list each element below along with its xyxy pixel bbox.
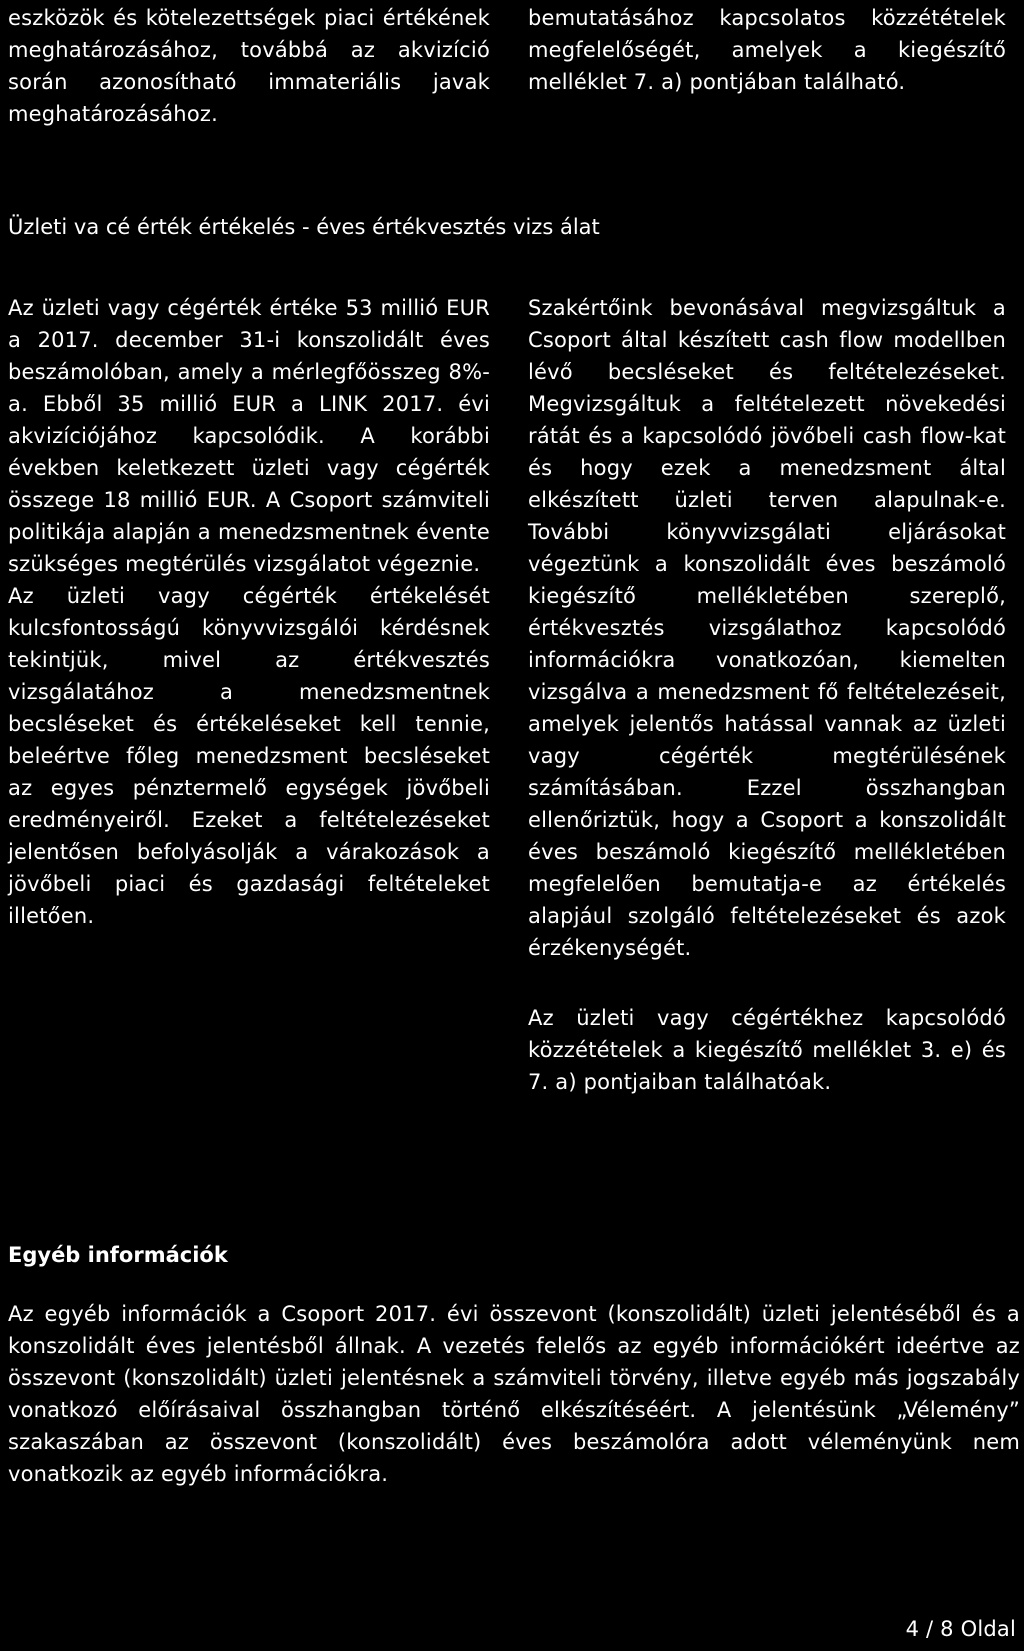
- other-info-paragraph: Az egyéb információk a Csoport 2017. évi összevont (konszolidált) üzleti jelentéséből és a konszolidált éves jelentésből állnak. A vezetés felelős az egyéb információkért ideértve az összevont (konszolidált) üzleti jelentésnek a számviteli törvény, illetve egyéb más jogszabály vonatkozó előírásaival összhangban történő elkészítéséért. A jelentésünk „Vélemény” szakaszában az összevont (konszolidált) éves beszámolóra adott véleményünk nem vonatkozik az egyéb információkra.: [8, 1302, 1020, 1486]
- goodwill-right-column: [528, 292, 1006, 1098]
- top-left-column: [8, 2, 490, 130]
- top-right-column: [528, 2, 1006, 98]
- other-info-heading: Egyéb információk: [8, 1243, 228, 1267]
- goodwill-section-heading: Üzleti va cé érték értékelés - éves értékvesztés vizs álat: [8, 215, 600, 239]
- goodwill-right-paragraph-1: Szakértőink bevonásával megvizsgáltuk a Csoport által készített cash flow modellben lévő becsléseket és feltételezéseket. Megvizsgáltuk a feltételezett növekedési rátát és a kapcsolódó jövőbeli cash flow-kat és hogy ezek a menedzsment által elkészített üzleti terven alapulnak-e. További könyvvizsgálati eljárásokat végeztünk a konszolidált éves beszámoló kiegészítő mellékletében szereplő, értékvesztés vizsgálathoz kapcsolódó információkra vonatkozóan, kiemelten vizsgálva a menedzsment fő feltételezéseit, amelyek jelentős hatással vannak az üzleti vagy cégérték megtérülésének számításában. Ezzel összhangban ellenőriztük, hogy a Csoport a konszolidált éves beszámoló kiegészítő mellékletében megfelelően bemutatja-e az értékelés alapjául szolgáló feltételezéseket és azok érzékenységét.: [528, 296, 1006, 960]
- goodwill-left-column: [8, 292, 490, 932]
- goodwill-section-heading-wrap: [8, 212, 1020, 242]
- top-right-paragraph: bemutatásához kapcsolatos közzétételek megfelelőségét, amelyek a kiegészítő melléklet 7. a) pontjában található.: [528, 6, 1006, 94]
- goodwill-right-paragraph-2: Az üzleti vagy cégértékhez kapcsolódó közzétételek a kiegészítő melléklet 3. e) és 7. a) pontjaiban találhatóak.: [528, 1006, 1006, 1094]
- top-left-paragraph: eszközök és kötelezettségek piaci értékének meghatározásához, továbbá az akvizíció során azonosítható immateriális javak meghatározásához.: [8, 6, 490, 126]
- page-footer: [906, 1613, 1016, 1645]
- other-info-heading-wrap: [8, 1240, 1020, 1270]
- goodwill-left-paragraph-1: Az üzleti vagy cégérték értéke 53 millió EUR a 2017. december 31-i konszolidált éves beszámolóban, amely a mérlegfőösszeg 8%-a. Ebből 35 millió EUR a LINK 2017. évi akvizíciójához kapcsolódik. A korábbi években keletkezett üzleti vagy cégérték összege 18 millió EUR. A Csoport számviteli politikája alapján a menedzsmentnek évente szükséges megtérülés vizsgálatot végeznie.: [8, 296, 490, 576]
- goodwill-left-paragraph-2: Az üzleti vagy cégérték értékelését kulcsfontosságú könyvvizsgálói kérdésnek tekintjük, mivel az értékvesztés vizsgálatához a menedzsmentnek becsléseket és értékeléseket kell tennie, beleértve főleg menedzsment becsléseket az egyes pénztermelő egységek jövőbeli eredményeiről. Ezeket a feltételezéseket jelentősen befolyásolják a várakozások a jövőbeli piaci és gazdasági feltételeket illetően.: [8, 584, 490, 928]
- other-info-body: [8, 1298, 1020, 1490]
- page-number: 4 / 8 Oldal: [905, 1617, 1016, 1641]
